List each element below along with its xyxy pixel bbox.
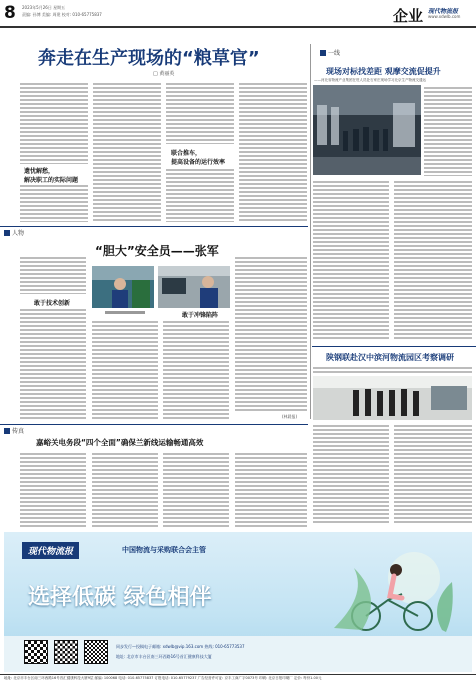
side-headline: 现场对标找差距 观摩交流促提升 [326,67,441,76]
people-source: (林晨报) [282,414,298,419]
people-text-col1b [20,308,86,420]
main-subhead-1: 遗忧解愁， 解决职工的实际问题 [24,168,79,184]
main-subhead-2: 联合推车， 提高设备的运行效率 [171,150,226,166]
news2-text-col2 [394,424,472,524]
practice-tag: 传真 [4,426,24,435]
people-text-col4 [235,256,307,412]
people-subhead-1: 敢于技术创新 [34,300,71,307]
news2-rule [312,346,476,347]
bottom-rule [0,674,476,675]
main-text-col2 [93,82,161,222]
editor-line: 责编: 孙博 美编: 周建 校对: 010-65775837 [22,12,102,17]
main-text-col4 [239,82,307,222]
main-headline: 奔走在生产现场的“粮草官” [38,48,260,69]
date-line: 2023年5月26日 星期五 [22,5,66,10]
website: www.xdwlb.com [428,14,461,19]
main-byline: □ 黄丽英 [153,71,175,77]
side-tag: 一线 [320,48,340,57]
people-text-col3 [163,320,229,420]
side-subhead: ——河北省物流产业集团在驻人员赴石家庄现场学习北京生产物流交通运 [314,78,426,82]
news2-text-top [313,366,472,374]
ad-slogan: 选择低碳 绿色相伴 [28,585,212,610]
news2-text-col1 [313,424,389,524]
side-text-top [424,86,472,176]
cyclist-illustration [314,548,464,644]
worker-photo-2 [158,266,230,308]
people-rule [0,226,308,227]
masthead-rule [0,26,476,28]
people-subhead-2: 敢于冲锋陷阵 [182,312,219,319]
people-tag: 人物 [4,228,24,237]
qr-code-3 [84,640,108,664]
side-divider [310,44,311,419]
side-text-col2 [394,180,472,340]
ad-footer-text: 同步发行—投稿电子邮箱: xdwlb@vip.163.com 热线: 010-65773537 [116,644,245,649]
ad-contact: 地址: 北京市丰台区南三环西路16号首汇健康科技大厦 [116,654,212,659]
main-text-col1b [20,184,88,222]
practice-text-col3 [163,452,229,528]
main-text-col3 [166,82,234,144]
practice-text-col1 [20,452,86,528]
page-number: 8 [4,3,16,23]
practice-headline: 嘉峪关电务段“四个全面”确保兰新线运输畅通高效 [36,438,204,447]
practice-rule [0,424,308,425]
practice-text-col4 [235,452,307,528]
photo-caption-left [105,311,145,314]
qr-code-1 [24,640,48,664]
logo: 现代物流报 [428,8,459,15]
warehouse-photo [313,85,421,175]
news2-headline: 陕钢联赴汉中滨河物流园区考察调研 [326,353,454,362]
qr-code-2 [54,640,78,664]
main-text-col1 [20,82,88,164]
people-text-col2 [92,320,158,420]
section-title: 企业 [393,7,424,25]
people-text-col1 [20,256,86,294]
people-headline: “胆大”安全员——张军 [95,244,219,258]
worker-photo-1 [92,266,154,308]
practice-text-col2 [92,452,158,528]
masthead [0,0,476,38]
ad-logo: 现代物流报 [22,542,79,559]
side-text-col1 [313,180,389,340]
ad-banner [4,532,472,672]
bottom-bar-text: 地址: 北京市丰台区南三环西路16号首汇健康科技大厦9层 邮编: 100068 电话: 010-65775837 订报电话: 010-65779237 广告经营许可证: 京丰工商广字0073号 印刷: 北京日报印刷厂 定价: 每份1.00元 [4,676,322,680]
meeting-photo [313,376,472,420]
main-text-col3b [166,168,234,222]
ad-org: 中国物流与采购联合会主管 [122,546,206,554]
